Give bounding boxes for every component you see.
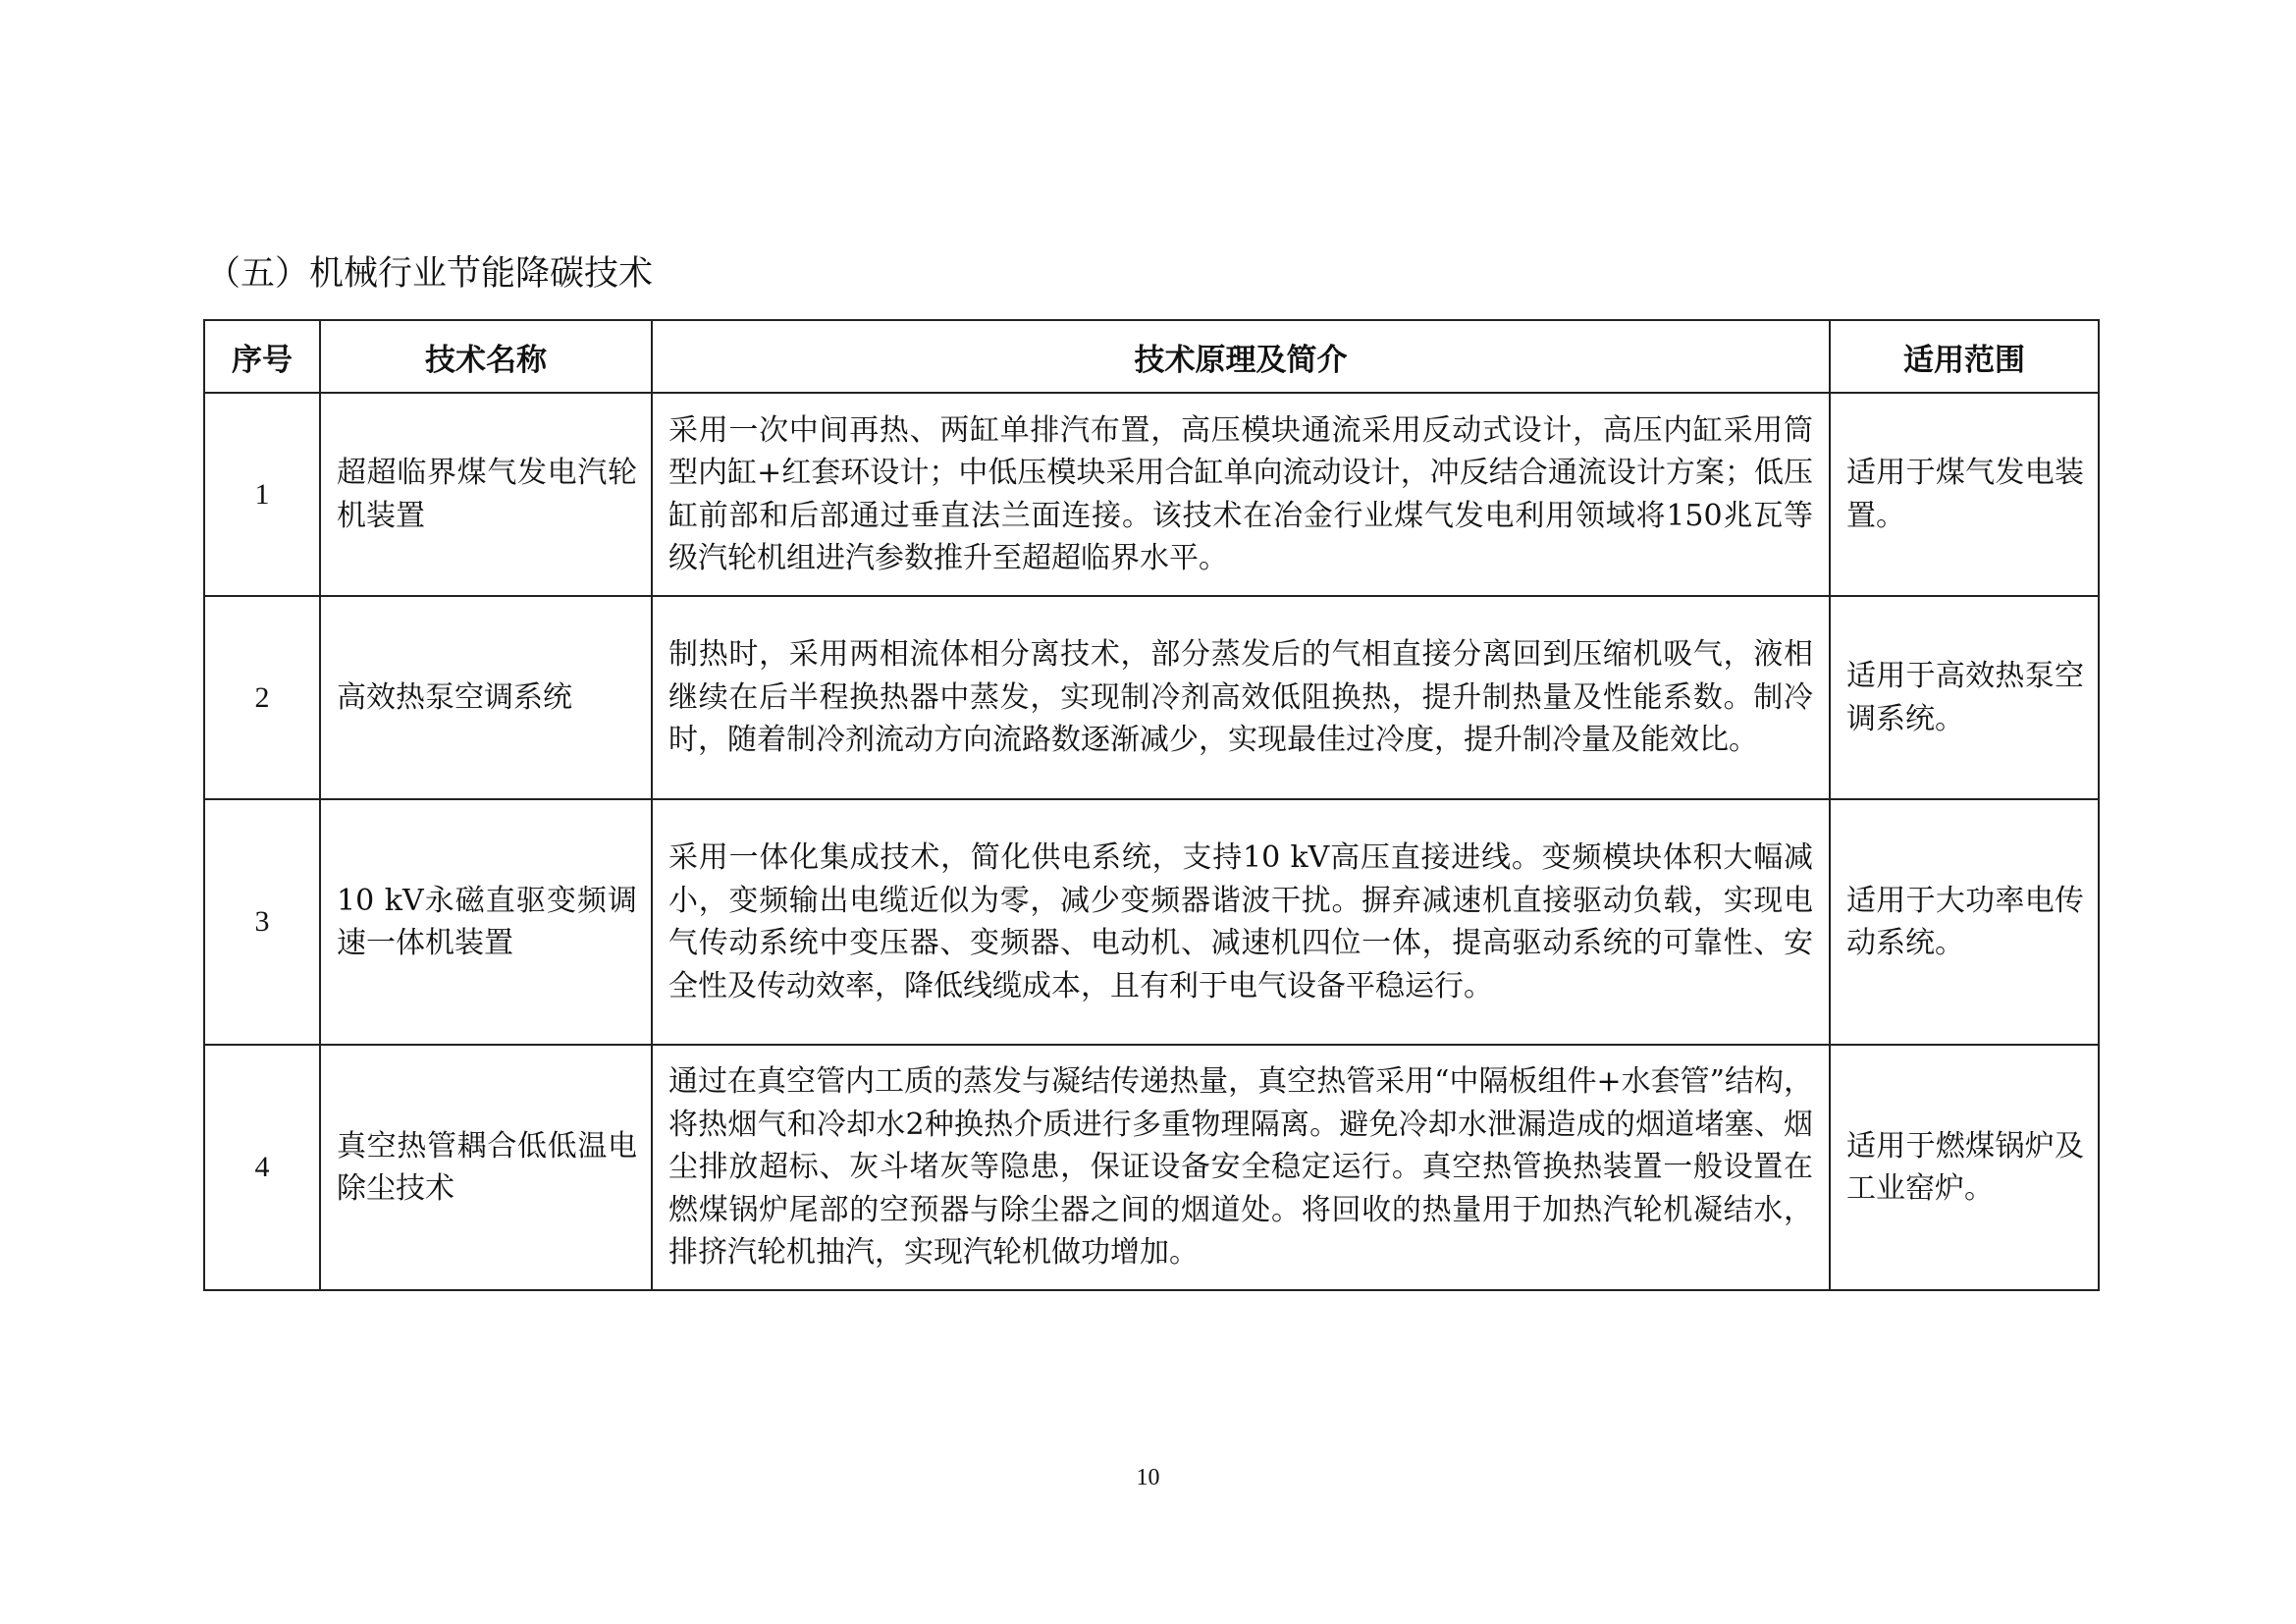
table-header-row: [204, 320, 2099, 393]
header-serial-number: 序号: [204, 320, 320, 393]
row-serial-number: 4: [204, 1045, 320, 1290]
page-number: 10: [1136, 1465, 1160, 1490]
header-technology-name: 技术名称: [320, 320, 652, 393]
row-principle-description: 通过在真空管内工质的蒸发与凝结传递热量，真空热管采用“中隔板组件+水套管”结构，将热烟气和冷却水2种换热介质进行多重物理隔离。避免冷却水泄漏造成的烟道堵塞、烟尘排放超标、灰斗堵灰等隐患，保证设备安全稳定运行。真空热管换热装置一般设置在燃煤锅炉尾部的空预器与除尘器之间的烟道处。将回收的热量用于加热汽轮机凝结水，排挤汽轮机抽汽，实现汽轮机做功增加。: [652, 1045, 1830, 1290]
section-title: （五）机械行业节能降碳技术: [206, 254, 654, 294]
row-application-scope: 适用于高效热泵空调系统。: [1830, 596, 2099, 799]
table-row: [204, 799, 2099, 1045]
row-principle-description: 采用一体化集成技术，简化供电系统，支持10 kV高压直接进线。变频模块体积大幅减小，变频输出电缆近似为零，减少变频器谐波干扰。摒弃减速机直接驱动负载，实现电气传动系统中变压器、变频器、电动机、减速机四位一体，提高驱动系统的可靠性、安全性及传动效率，降低线缆成本，且有利于电气设备平稳运行。: [652, 799, 1830, 1045]
header-principle-description: 技术原理及简介: [652, 320, 1830, 393]
table-row: [204, 393, 2099, 596]
row-principle-description: 制热时，采用两相流体相分离技术，部分蒸发后的气相直接分离回到压缩机吸气，液相继续在后半程换热器中蒸发，实现制冷剂高效低阻换热，提升制热量及性能系数。制冷时，随着制冷剂流动方向流路数逐渐减少，实现最佳过冷度，提升制冷量及能效比。: [652, 596, 1830, 799]
row-technology-name: 10 kV永磁直驱变频调速一体机装置: [320, 799, 652, 1045]
row-application-scope: 适用于燃煤锅炉及工业窑炉。: [1830, 1045, 2099, 1290]
row-serial-number: 2: [204, 596, 320, 799]
row-technology-name: 真空热管耦合低低温电除尘技术: [320, 1045, 652, 1290]
header-application-scope: 适用范围: [1830, 320, 2099, 393]
row-technology-name: 超超临界煤气发电汽轮机装置: [320, 393, 652, 596]
row-technology-name: 高效热泵空调系统: [320, 596, 652, 799]
row-principle-description: 采用一次中间再热、两缸单排汽布置，高压模块通流采用反动式设计，高压内缸采用筒型内缸+红套环设计；中低压模块采用合缸单向流动设计，冲反结合通流设计方案；低压缸前部和后部通过垂直法兰面连接。该技术在冶金行业煤气发电利用领域将150兆瓦等级汽轮机组进汽参数推升至超超临界水平。: [652, 393, 1830, 596]
row-serial-number: 1: [204, 393, 320, 596]
row-serial-number: 3: [204, 799, 320, 1045]
table-row: [204, 596, 2099, 799]
row-application-scope: 适用于大功率电传动系统。: [1830, 799, 2099, 1045]
technology-table: [203, 319, 2100, 1291]
table-row: [204, 1045, 2099, 1290]
row-application-scope: 适用于煤气发电装置。: [1830, 393, 2099, 596]
